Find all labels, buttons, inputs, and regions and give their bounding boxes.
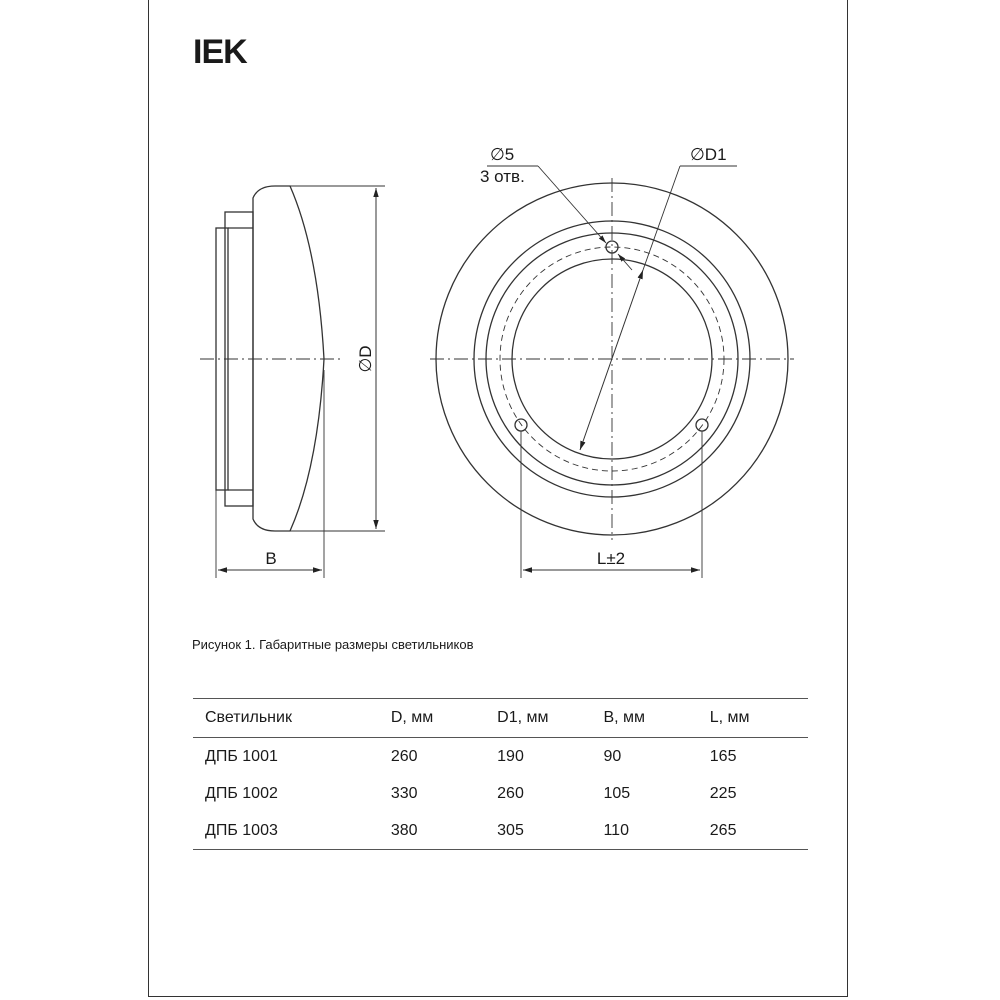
dimensions-table — [193, 698, 808, 850]
outer-diameter-label: ∅D — [356, 345, 375, 373]
header-d1: D1, мм — [485, 699, 591, 738]
inner-diameter-label: ∅D1 — [690, 145, 727, 164]
table-row — [193, 812, 808, 850]
cell-d1: 305 — [485, 812, 591, 850]
header-luminaire: Светильник — [193, 699, 379, 738]
cell-b: 90 — [603, 747, 622, 765]
cell-d1: 260 — [497, 784, 524, 802]
header-d: D, мм — [379, 699, 485, 738]
cell-b: 110 — [591, 812, 697, 850]
cell-l: 265 — [698, 812, 808, 850]
figure-caption: Рисунок 1. Габаритные размеры светильников — [192, 637, 474, 652]
cell-l: 165 — [709, 747, 737, 765]
cell-model: ДПБ 1003 — [193, 812, 379, 850]
cell-b: 105 — [603, 784, 631, 802]
side-view — [200, 186, 385, 578]
cell-d: 260 — [390, 747, 418, 765]
cell-d: 330 — [390, 784, 418, 802]
cell-d1: 190 — [497, 747, 524, 765]
front-view — [430, 166, 794, 578]
cell-model: ДПБ 1001 — [205, 747, 278, 765]
header-l: L, мм — [698, 699, 808, 738]
cell-d: 380 — [379, 812, 485, 850]
depth-label: B — [265, 549, 277, 568]
cell-l: 225 — [709, 784, 737, 802]
side-dome-cover — [253, 186, 324, 531]
hole-count-label: 3 отв. — [480, 167, 525, 186]
iek-logo: IEK — [193, 33, 247, 71]
table-row — [193, 738, 808, 776]
hole-spacing-label: L±2 — [596, 549, 626, 568]
table-header-row — [193, 699, 808, 738]
header-b: B, мм — [591, 699, 697, 738]
hole-diameter-label: ∅5 — [490, 145, 515, 164]
table-row — [193, 775, 808, 812]
cell-model: ДПБ 1002 — [205, 784, 278, 802]
